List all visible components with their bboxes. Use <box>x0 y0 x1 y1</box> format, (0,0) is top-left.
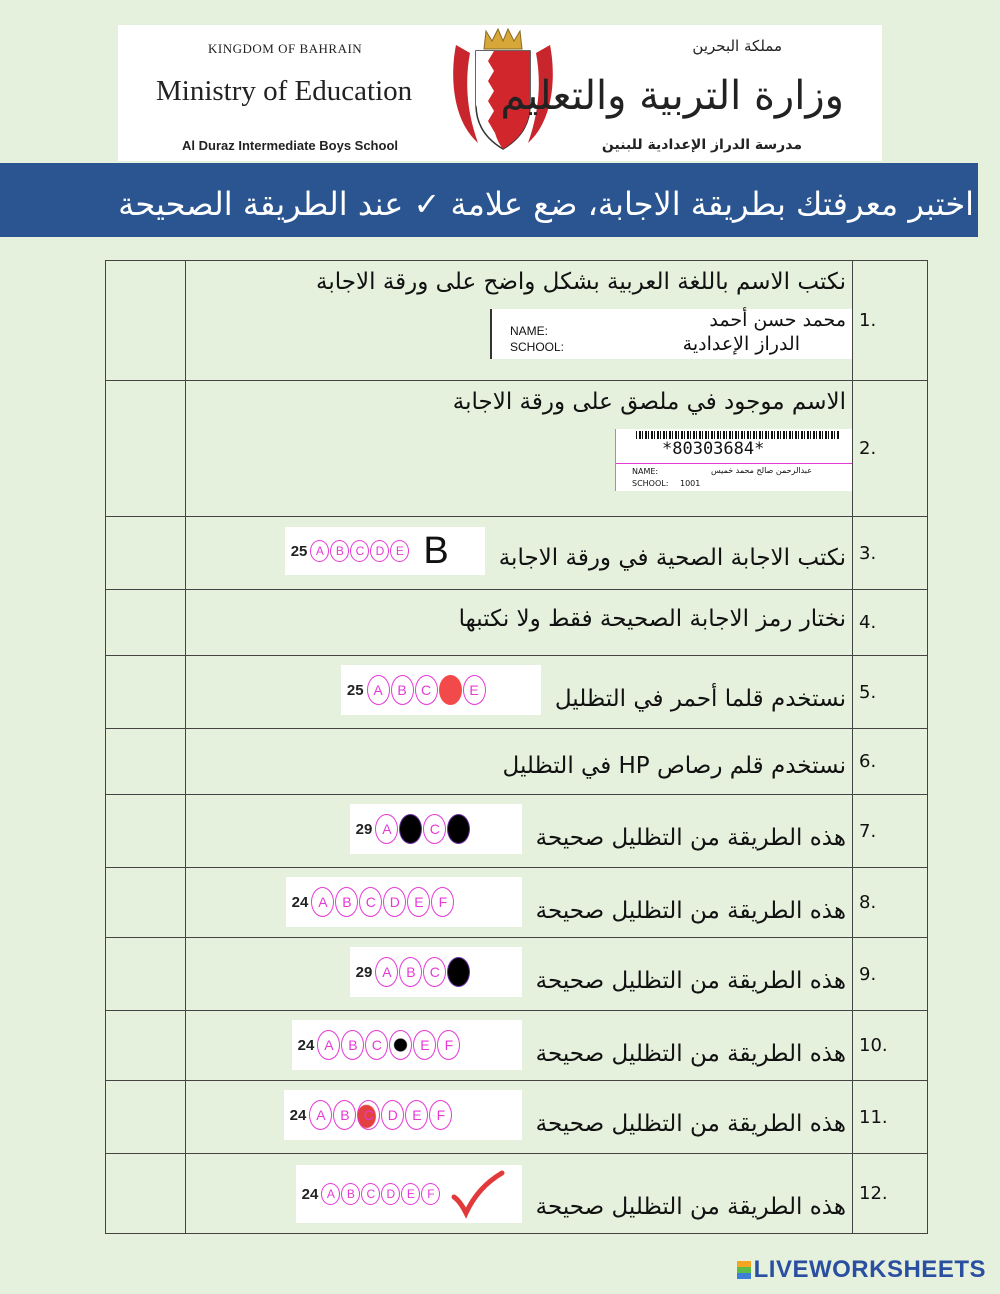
school-header <box>118 25 882 161</box>
ministry-en: Ministry of Education <box>156 75 413 107</box>
answer-checkbox[interactable] <box>106 868 186 938</box>
table-row <box>106 381 928 517</box>
question-number: 2. <box>853 381 928 517</box>
answer-checkbox[interactable] <box>106 261 186 381</box>
table-row <box>106 868 928 938</box>
question-number: 5. <box>853 656 928 729</box>
bubble-sample-image: 24 A B C D E F <box>296 1165 522 1223</box>
answer-checkbox[interactable] <box>106 1011 186 1081</box>
question-number: 11. <box>853 1081 928 1154</box>
question-number: 1. <box>853 261 928 381</box>
answer-checkbox[interactable] <box>106 1154 186 1234</box>
answer-checkbox[interactable] <box>106 517 186 590</box>
bubble-sample-image: 29 A B C D <box>350 804 522 854</box>
answer-checkbox[interactable] <box>106 729 186 795</box>
question-text: نستخدم قلما أحمر في التظليل <box>554 686 846 712</box>
question-text: هذه الطريقة من التظليل صحيحة <box>535 825 846 851</box>
question-number: 8. <box>853 868 928 938</box>
answer-checkbox[interactable] <box>106 590 186 656</box>
bubble-sample-image: 25 A B C D E <box>341 665 541 715</box>
bubble-sample-image: 25 A B C D E B <box>285 527 485 575</box>
question-number: 9. <box>853 938 928 1011</box>
question-number: 12. <box>853 1154 928 1234</box>
question-number: 10. <box>853 1011 928 1081</box>
bubble-sample-image: 24 A B C E F <box>292 1020 522 1070</box>
table-row <box>106 517 928 590</box>
barcode-icon <box>636 431 840 439</box>
question-text: نستخدم قلم رصاص HP في التظليل <box>502 753 846 779</box>
question-text: الاسم موجود في ملصق على ورقة الاجابة <box>452 389 846 415</box>
table-row <box>106 795 928 868</box>
school-en: Al Duraz Intermediate Boys School <box>182 138 398 153</box>
table-row <box>106 1011 928 1081</box>
question-text: هذه الطريقة من التظليل صحيحة <box>535 968 846 994</box>
table-row <box>106 1154 928 1234</box>
liveworksheets-icon <box>737 1261 751 1279</box>
answer-checkbox[interactable] <box>106 938 186 1011</box>
questions-table <box>105 260 928 1234</box>
table-row <box>106 729 928 795</box>
red-check-mark-icon <box>446 1169 506 1219</box>
question-number: 6. <box>853 729 928 795</box>
name-sample-image: NAME: SCHOOL: محمد حسن أحمد الدراز الإعدادية <box>490 309 852 359</box>
table-row <box>106 590 928 656</box>
answer-checkbox[interactable] <box>106 795 186 868</box>
kingdom-en: KINGDOM OF BAHRAIN <box>208 41 363 56</box>
answer-checkbox[interactable] <box>106 656 186 729</box>
question-text: نكتب الاجابة الصحية في ورقة الاجابة <box>498 545 846 571</box>
bubble-sample-image: 24 A B C D E F <box>286 877 522 927</box>
question-number: 7. <box>853 795 928 868</box>
question-text: هذه الطريقة من التظليل صحيحة <box>535 1111 846 1137</box>
handwritten-name: محمد حسن أحمد <box>709 309 846 331</box>
bubble-sample-image: 24 A B C D E F <box>284 1090 522 1140</box>
answer-checkbox[interactable] <box>106 381 186 517</box>
liveworksheets-logo: LIVEWORKSHEETS <box>737 1256 986 1284</box>
bubble-sample-image: 29 A B C D <box>350 947 522 997</box>
answer-checkbox[interactable] <box>106 1081 186 1154</box>
instruction-banner <box>0 163 978 237</box>
table-row <box>106 1081 928 1154</box>
question-text: هذه الطريقة من التظليل صحيحة <box>535 1194 846 1220</box>
table-row <box>106 261 928 381</box>
table-row <box>106 656 928 729</box>
sticker-sample-image: *80303684* NAME: عبدالرحمن صالح محمد خميس SCHOOL: 1001 <box>615 429 852 491</box>
question-text: هذه الطريقة من التظليل صحيحة <box>535 1041 846 1067</box>
instruction-text: اختبر معرفتك بطريقة الاجابة، ضع علامة ✓ عند الطريقة الصحيحة <box>118 185 974 223</box>
question-text: نختار رمز الاجابة الصحيحة فقط ولا نكتبها <box>458 606 846 632</box>
question-number: 3. <box>853 517 928 590</box>
question-text: هذه الطريقة من التظليل صحيحة <box>535 898 846 924</box>
table-row <box>106 938 928 1011</box>
school-ar: مدرسة الدراز الإعدادية للبنين <box>601 137 802 153</box>
handwritten-school: الدراز الإعدادية <box>682 333 800 355</box>
question-number: 4. <box>853 590 928 656</box>
question-text: نكتب الاسم باللغة العربية بشكل واضح على ورقة الاجابة <box>316 269 846 295</box>
ministry-ar: وزارة التربية والتعليم <box>500 73 844 119</box>
kingdom-ar: مملكة البحرين <box>692 37 782 55</box>
